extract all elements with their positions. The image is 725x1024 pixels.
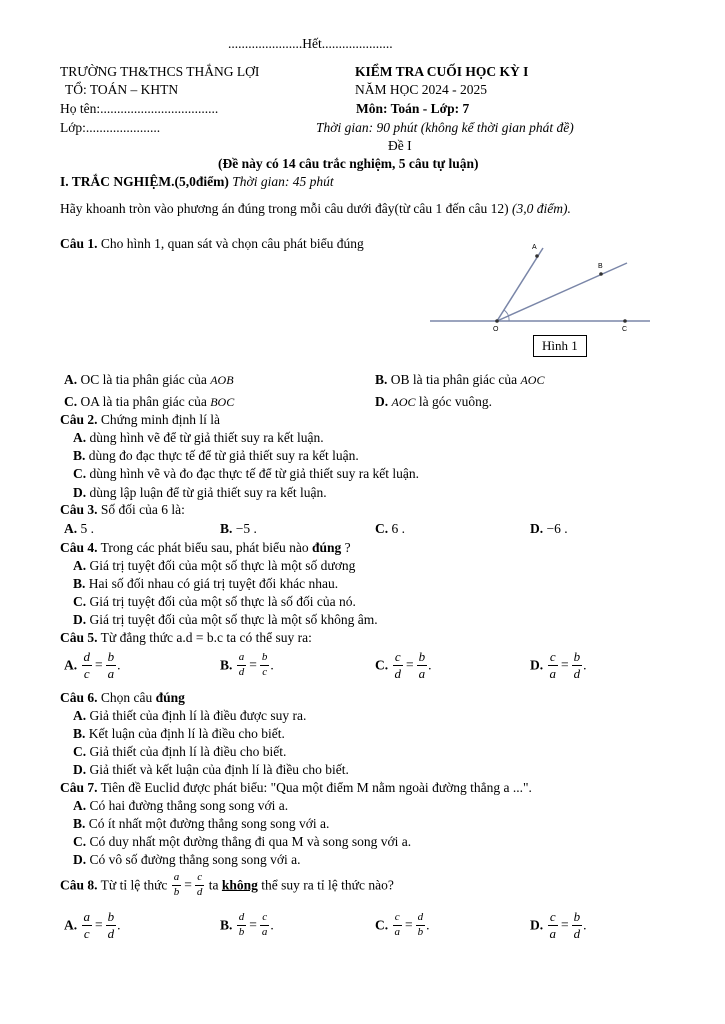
option-text: Giá trị tuyệt đối của một số thực là một số không âm. — [89, 612, 378, 627]
option-text: Có ít nhất một đường thẳng song song với a. — [88, 816, 330, 831]
option-text: Giá trị tuyệt đối của một số thực là một số dương — [89, 558, 356, 573]
point-c-dot — [623, 319, 627, 323]
denominator: d — [394, 665, 401, 681]
denominator: a — [107, 665, 115, 681]
option-text: OC là tia phân giác của — [80, 372, 211, 387]
fraction-left — [237, 912, 247, 938]
question-7 — [60, 780, 532, 796]
option-letter: B. — [220, 521, 233, 536]
question-text: Cho hình 1, quan sát và chọn câu phát biểu đúng — [97, 236, 364, 251]
option-letter: D. — [530, 917, 544, 933]
fraction-right — [417, 650, 428, 680]
option-letter: B. — [73, 816, 86, 831]
option-letter: C. — [73, 466, 87, 481]
q1-option-c[interactable] — [64, 394, 234, 410]
question-tail: thể suy ra tỉ lệ thức nào? — [257, 877, 394, 893]
option-text: Có duy nhất một đường thẳng đi qua M và song song với a. — [89, 834, 412, 849]
question-text: Từ tỉ lệ thức — [97, 877, 171, 893]
fraction-right — [572, 650, 583, 680]
point-b-label: B — [598, 263, 603, 270]
denominator: b — [417, 925, 424, 938]
option-letter: A. — [64, 372, 78, 387]
denominator: c — [83, 925, 90, 941]
option-letter: A. — [64, 521, 78, 536]
section1-time: Thời gian: 45 phút — [228, 174, 334, 189]
q4-option-c[interactable] — [73, 594, 356, 610]
question-6 — [60, 690, 185, 706]
q7-option-c[interactable] — [73, 834, 411, 850]
option-letter: B. — [220, 657, 233, 673]
equals-sign: = — [184, 877, 192, 893]
numerator: a — [83, 909, 90, 924]
q6-option-b[interactable] — [73, 726, 285, 742]
option-letter: A. — [73, 708, 87, 723]
point-a-label: A — [532, 244, 537, 251]
q2-option-b[interactable] — [73, 448, 359, 464]
numerator: c — [393, 912, 402, 926]
q5-option-c[interactable] — [375, 650, 432, 680]
fraction-left — [548, 910, 559, 940]
ray-ob — [497, 263, 627, 321]
q5-option-d[interactable] — [530, 650, 587, 680]
department-name: TỔ: TOÁN – KHTN — [65, 82, 179, 97]
equals-sign: = — [249, 657, 257, 673]
q4-option-a[interactable] — [73, 558, 355, 574]
fraction-right — [106, 650, 117, 680]
option-letter: D. — [375, 394, 389, 409]
option-letter: C. — [73, 834, 87, 849]
q6-option-d[interactable] — [73, 762, 349, 778]
q3-option-b[interactable] — [220, 521, 257, 537]
q3-option-d[interactable] — [530, 521, 568, 537]
q2-option-a[interactable] — [73, 430, 324, 446]
q8-option-d[interactable] — [530, 910, 587, 940]
option-text: −5 . — [235, 521, 257, 536]
point-o-dot — [495, 319, 499, 323]
option-letter: D. — [73, 485, 87, 500]
q6-option-c[interactable] — [73, 744, 286, 760]
option-letter: D. — [73, 852, 87, 867]
option-text: 5 . — [80, 521, 94, 536]
numerator: b — [260, 652, 270, 666]
denominator: d — [238, 665, 245, 678]
fraction-right — [106, 910, 117, 940]
question-emphasis: không — [221, 877, 258, 893]
figure-1-caption: Hình 1 — [533, 335, 587, 357]
question-label: Câu 4. — [60, 540, 98, 555]
question-8 — [60, 872, 394, 898]
figure-1-diagram — [425, 230, 655, 340]
option-letter: C. — [64, 394, 78, 409]
student-class-line: Lớp:...................... — [60, 120, 161, 135]
question-text: Chọn câu — [97, 690, 156, 705]
option-text: Kết luận của định lí là điều cho biết. — [88, 726, 285, 741]
numerator: b — [107, 909, 115, 924]
section1-instruction — [60, 201, 571, 217]
fraction-right — [416, 912, 426, 938]
question-label: Câu 2. — [60, 412, 98, 427]
question-label: Câu 6. — [60, 690, 98, 705]
q2-option-c[interactable] — [73, 466, 419, 482]
option-letter: C. — [73, 594, 87, 609]
period: . — [270, 917, 274, 933]
fraction-right — [572, 910, 583, 940]
equals-sign: = — [405, 917, 413, 933]
q4-option-d[interactable] — [73, 612, 378, 628]
q5-option-a[interactable] — [64, 650, 121, 680]
period: . — [270, 657, 274, 673]
given-fraction-left — [172, 872, 182, 898]
q8-option-b[interactable] — [220, 912, 274, 938]
question-text: Chứng minh định lí là — [97, 412, 220, 427]
option-letter: A. — [64, 917, 78, 933]
numerator: c — [549, 909, 556, 924]
numerator: b — [573, 649, 581, 664]
question-text: Tiên đề Euclid được phát biểu: "Qua một điểm M nằm ngoài đường thẳng a ...". — [97, 780, 532, 795]
denominator: d — [196, 885, 203, 898]
option-text: dùng hình vẽ và đo đạc thực tế để từ giả thiết suy ra kết luận. — [89, 466, 420, 481]
exam-title: KIỂM TRA CUỐI HỌC KỲ I — [355, 64, 529, 79]
period: . — [583, 917, 587, 933]
option-letter: C. — [375, 917, 389, 933]
angle-name: BOC — [210, 395, 235, 409]
q7-option-a[interactable] — [73, 798, 288, 814]
angle-mark — [504, 310, 509, 321]
option-letter: B. — [375, 372, 388, 387]
option-letter: C. — [375, 521, 389, 536]
option-text: OA là tia phân giác của — [80, 394, 211, 409]
option-text: Có vô số đường thẳng song song với a. — [89, 852, 301, 867]
q1-option-b[interactable] — [375, 372, 544, 388]
option-letter: C. — [73, 744, 87, 759]
numerator: a — [172, 872, 182, 886]
denominator: a — [549, 925, 556, 941]
option-letter: A. — [73, 430, 87, 445]
option-text: Giá trị tuyệt đối của một số thực là số đối của nó. — [89, 594, 356, 609]
section1-heading — [60, 174, 334, 190]
denominator: a — [261, 925, 268, 938]
option-letter: D. — [73, 612, 87, 627]
q1-option-d[interactable] — [375, 394, 492, 410]
option-letter: C. — [375, 657, 389, 673]
option-letter: B. — [73, 576, 86, 591]
option-text: dùng lập luận để từ giả thiết suy ra kết luận. — [89, 485, 327, 500]
option-text: Hai số đối nhau có giá trị tuyệt đối khác nhau. — [88, 576, 339, 591]
question-emphasis: đúng — [311, 540, 342, 555]
option-text: OB là tia phân giác của — [390, 372, 521, 387]
fraction-left — [548, 650, 559, 680]
period: . — [583, 657, 587, 673]
instruction-text: Hãy khoanh tròn vào phương án đúng trong mỗi câu dưới đây(từ câu 1 đến câu 12) — [60, 201, 509, 216]
fraction-left — [82, 910, 93, 940]
subject-line: Môn: Toán - Lớp: 7 — [356, 101, 470, 116]
equals-sign: = — [561, 657, 569, 673]
top-end-line: ......................Hết..................... — [228, 36, 393, 51]
option-letter: D. — [530, 521, 544, 536]
exam-note: (Đề này có 14 câu trắc nghiệm, 5 câu tự luận) — [218, 156, 479, 171]
question-tail: ? — [341, 540, 351, 555]
q8-option-c[interactable] — [375, 912, 430, 938]
option-letter: D. — [530, 657, 544, 673]
question-label: Câu 5. — [60, 630, 98, 645]
equals-sign: = — [249, 917, 257, 933]
fraction-left — [393, 650, 404, 680]
denominator: a — [418, 665, 426, 681]
exam-time: Thời gian: 90 phút (không kể thời gian phát đề) — [316, 120, 574, 135]
question-text: Trong các phát biểu sau, phát biểu nào — [97, 540, 312, 555]
q6-option-a[interactable] — [73, 708, 306, 724]
question-label: Câu 8. — [60, 877, 98, 893]
q1-option-a[interactable] — [64, 372, 234, 388]
exam-version: Đề I — [388, 138, 412, 153]
denominator: b — [173, 885, 180, 898]
period: . — [426, 917, 430, 933]
period: . — [117, 917, 121, 933]
question-text: Số đối của 6 là: — [97, 502, 185, 517]
question-2 — [60, 412, 220, 428]
option-text: dùng đo đạc thực tế để từ giả thiết suy ra kết luận. — [88, 448, 359, 463]
q8-option-a[interactable] — [64, 910, 121, 940]
numerator: b — [418, 649, 426, 664]
question-label: Câu 1. — [60, 236, 98, 251]
q4-option-b[interactable] — [73, 576, 338, 592]
school-year: NĂM HỌC 2024 - 2025 — [355, 82, 488, 97]
question-mid: ta — [205, 877, 222, 893]
question-4 — [60, 540, 351, 556]
equals-sign: = — [95, 917, 103, 933]
option-letter: A. — [64, 657, 78, 673]
option-text: Giả thiết của định lí là điều được suy ra. — [89, 708, 307, 723]
option-letter: A. — [73, 798, 87, 813]
question-label: Câu 7. — [60, 780, 98, 795]
option-text: Có hai đường thẳng song song với a. — [89, 798, 289, 813]
given-fraction-right — [195, 872, 205, 898]
numerator: d — [237, 912, 247, 926]
school-name: TRƯỜNG TH&THCS THẮNG LỢI — [60, 64, 260, 79]
option-letter: A. — [73, 558, 87, 573]
numerator: d — [416, 912, 426, 926]
point-a-dot — [535, 254, 539, 258]
angle-name: AOC — [520, 373, 545, 387]
equals-sign: = — [406, 657, 414, 673]
option-letter: B. — [73, 448, 86, 463]
denominator: a — [549, 665, 556, 681]
q7-option-d[interactable] — [73, 852, 300, 868]
section1-title: I. TRẮC NGHIỆM.(5,0điểm) — [60, 174, 229, 189]
angle-name: AOC — [391, 395, 416, 409]
student-name-line: Họ tên:................................... — [60, 101, 219, 116]
option-text: dùng hình vẽ để từ giả thiết suy ra kết luận. — [89, 430, 324, 445]
period: . — [428, 657, 432, 673]
equals-sign: = — [561, 917, 569, 933]
question-emphasis: đúng — [155, 690, 185, 705]
option-text: Giả thiết của định lí là điều cho biết. — [89, 744, 287, 759]
fraction-left — [237, 652, 247, 678]
option-letter: B. — [73, 726, 86, 741]
question-1 — [60, 236, 364, 252]
denominator: b — [238, 925, 245, 938]
equals-sign: = — [95, 657, 103, 673]
option-text: 6 . — [391, 521, 405, 536]
numerator: c — [549, 649, 556, 664]
q3-option-a[interactable] — [64, 521, 94, 537]
option-text: Giả thiết và kết luận của định lí là điều cho biết. — [89, 762, 349, 777]
question-text: Từ đẳng thức a.d = b.c ta có thể suy ra: — [97, 630, 312, 645]
denominator: d — [573, 925, 581, 941]
q2-option-d[interactable] — [73, 485, 327, 501]
numerator: d — [83, 649, 90, 664]
numerator: b — [107, 649, 115, 664]
numerator: c — [394, 649, 401, 664]
question-3 — [60, 502, 185, 518]
denominator: c — [262, 665, 268, 678]
q3-option-c[interactable] — [375, 521, 405, 537]
question-5 — [60, 630, 312, 646]
option-text: −6 . — [546, 521, 568, 536]
denominator: a — [394, 925, 400, 938]
fraction-right — [260, 652, 270, 678]
denominator: c — [83, 665, 90, 681]
q7-option-b[interactable] — [73, 816, 329, 832]
q5-option-b[interactable] — [220, 652, 274, 678]
point-o-label: O — [493, 326, 499, 333]
numerator: c — [260, 912, 269, 926]
numerator: a — [237, 652, 247, 666]
option-letter: D. — [73, 762, 87, 777]
point-c-label: C — [622, 326, 628, 333]
fraction-right — [260, 912, 270, 938]
denominator: d — [107, 925, 115, 941]
numerator: c — [195, 872, 204, 886]
instruction-points: (3,0 điểm). — [508, 201, 571, 216]
question-label: Câu 3. — [60, 502, 98, 517]
angle-name: AOB — [210, 373, 234, 387]
option-text: là góc vuông. — [415, 394, 492, 409]
numerator: b — [573, 909, 581, 924]
fraction-left — [82, 650, 93, 680]
period: . — [117, 657, 121, 673]
point-b-dot — [599, 272, 603, 276]
option-letter: B. — [220, 917, 233, 933]
fraction-left — [393, 912, 403, 938]
denominator: d — [573, 665, 581, 681]
